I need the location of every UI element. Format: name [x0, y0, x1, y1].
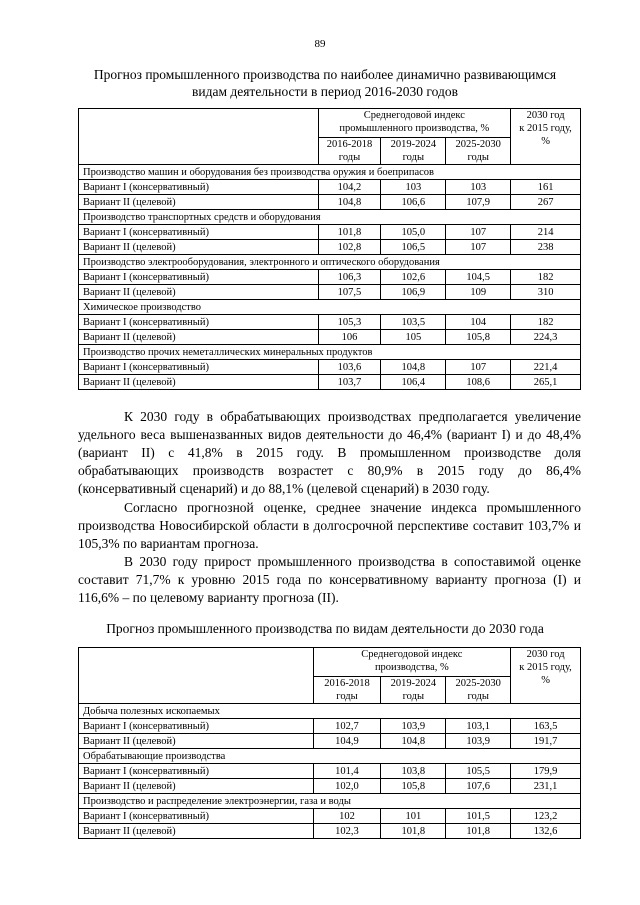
value-cell: 103 — [446, 180, 511, 195]
row-label: Вариант I (консервативный) — [79, 360, 319, 375]
row-label: Вариант I (консервативный) — [79, 315, 319, 330]
section-row — [79, 210, 581, 225]
total-cell: 163,5 — [511, 719, 581, 734]
table2-period-header — [446, 677, 511, 704]
table-row — [79, 360, 581, 375]
value-cell: 104,8 — [318, 195, 381, 210]
period-years: 2019-2024 — [390, 139, 437, 150]
value-cell: 107,9 — [446, 195, 511, 210]
table2-group-header — [313, 648, 511, 677]
section-row — [79, 345, 581, 360]
table1-corner-cell — [79, 109, 319, 165]
table2-total-header-line1: 2030 год — [526, 649, 565, 660]
table-row — [79, 719, 581, 734]
value-cell: 102,3 — [313, 824, 381, 839]
row-label: Вариант I (консервативный) — [79, 180, 319, 195]
table2-total-header-line2: к 2015 году, — [519, 662, 572, 673]
table2-period-header — [313, 677, 381, 704]
section-row — [79, 749, 581, 764]
total-cell: 132,6 — [511, 824, 581, 839]
table-row — [79, 240, 581, 255]
table2-group-header-line2: производства, % — [374, 662, 449, 673]
table2-total-header-line3: % — [541, 675, 550, 686]
value-cell: 105 — [381, 330, 446, 345]
value-cell: 107 — [446, 225, 511, 240]
table1-group-header-line2: промышленного производства, % — [339, 123, 490, 134]
section-title: Производство машин и оборудования без производства оружия и боеприпасов — [79, 165, 581, 180]
table1-group-header-line1: Среднегодовой индекс — [363, 110, 465, 121]
value-cell: 103 — [381, 180, 446, 195]
table-row — [79, 270, 581, 285]
table1-period-header — [446, 138, 511, 165]
section-row — [79, 255, 581, 270]
value-cell: 103,1 — [446, 719, 511, 734]
total-cell: 214 — [511, 225, 581, 240]
value-cell: 101,8 — [381, 824, 446, 839]
value-cell: 102 — [313, 809, 381, 824]
value-cell: 102,8 — [318, 240, 381, 255]
table1-total-header-line3: % — [541, 136, 550, 147]
period-years: 2025-2030 — [455, 678, 501, 689]
period-label: годы — [402, 691, 425, 702]
table2-corner-cell — [79, 648, 314, 704]
table1-title-line1: Прогноз промышленного производства по наиболее динамично развивающимся — [93, 67, 557, 82]
section-row — [79, 794, 581, 809]
section-row — [79, 704, 581, 719]
table-row — [79, 180, 581, 195]
table-row — [79, 824, 581, 839]
row-label: Вариант I (консервативный) — [79, 719, 314, 734]
table-row — [79, 375, 581, 390]
total-cell: 310 — [511, 285, 581, 300]
value-cell: 107,6 — [446, 779, 511, 794]
value-cell: 104,9 — [313, 734, 381, 749]
section-title: Производство прочих неметаллических минеральных продуктов — [79, 345, 581, 360]
value-cell: 103,9 — [446, 734, 511, 749]
row-label: Вариант II (целевой) — [79, 330, 319, 345]
value-cell: 103,7 — [318, 375, 381, 390]
period-label: годы — [402, 152, 425, 163]
table-row — [79, 809, 581, 824]
total-cell: 265,1 — [511, 375, 581, 390]
row-label: Вариант II (целевой) — [79, 734, 314, 749]
value-cell: 104 — [446, 315, 511, 330]
total-cell: 182 — [511, 315, 581, 330]
value-cell: 103,9 — [381, 719, 446, 734]
value-cell: 103,5 — [381, 315, 446, 330]
value-cell: 102,6 — [381, 270, 446, 285]
value-cell: 101,8 — [318, 225, 381, 240]
total-cell: 179,9 — [511, 764, 581, 779]
period-label: годы — [336, 691, 358, 702]
period-label: годы — [338, 152, 361, 163]
table1-total-header-line1: 2030 год — [526, 110, 565, 121]
row-label: Вариант I (консервативный) — [79, 270, 319, 285]
table1-total-header — [511, 109, 581, 165]
value-cell: 106,9 — [381, 285, 446, 300]
value-cell: 107,5 — [318, 285, 381, 300]
value-cell: 105,0 — [381, 225, 446, 240]
value-cell: 106,6 — [381, 195, 446, 210]
value-cell: 104,2 — [318, 180, 381, 195]
total-cell: 123,2 — [511, 809, 581, 824]
section-title: Производство транспортных средств и оборудования — [79, 210, 581, 225]
value-cell: 106 — [318, 330, 381, 345]
table2 — [78, 647, 581, 839]
total-cell: 161 — [511, 180, 581, 195]
table-row — [79, 225, 581, 240]
section-title: Химическое производство — [79, 300, 581, 315]
section-title: Обрабатывающие производства — [79, 749, 581, 764]
table1-total-header-line2: к 2015 году, — [519, 123, 572, 134]
row-label: Вариант II (целевой) — [79, 824, 314, 839]
value-cell: 104,8 — [381, 734, 446, 749]
table2-period-header — [381, 677, 446, 704]
row-label: Вариант II (целевой) — [79, 375, 319, 390]
table-row — [79, 195, 581, 210]
total-cell: 231,1 — [511, 779, 581, 794]
value-cell: 104,8 — [381, 360, 446, 375]
table-row — [79, 285, 581, 300]
period-years: 2016-2018 — [324, 678, 370, 689]
table2-group-header-line1: Среднегодовой индекс — [361, 649, 463, 660]
value-cell: 107 — [446, 240, 511, 255]
table1-period-header — [318, 138, 381, 165]
table-row — [79, 315, 581, 330]
table1-group-header — [318, 109, 511, 138]
value-cell: 105,8 — [381, 779, 446, 794]
row-label: Вариант II (целевой) — [79, 285, 319, 300]
period-years: 2019-2024 — [390, 678, 437, 689]
row-label: Вариант I (консервативный) — [79, 225, 319, 240]
paragraph-growth-2030: В 2030 году прирост промышленного производства в сопоставимой оценке составит 71,7% к уровню 2015 года по консервативному варианту прогноза (I) и 116,6% – по целевому варианту прогноза (II). — [78, 554, 581, 605]
table2-total-header — [511, 648, 581, 704]
value-cell: 105,3 — [318, 315, 381, 330]
value-cell: 106,3 — [318, 270, 381, 285]
paragraph-share-forecast: К 2030 году в обрабатывающих производствах предполагается увеличение удельного веса вышеназванных видов деятельности до 46,4% (вариант I) и до 48,4% (вариант II) с 41,8% в 2015 году. В промышленном производстве доля обрабатывающих производств возрастет с 80,9% в 2015 году до 86,4% (консервативный сценарий) и до 88,1% (целевой сценарий) в 2030 году. — [78, 409, 581, 496]
value-cell: 103,6 — [318, 360, 381, 375]
value-cell: 109 — [446, 285, 511, 300]
value-cell: 108,6 — [446, 375, 511, 390]
value-cell: 101 — [381, 809, 446, 824]
table2-title: Прогноз промышленного производства по видам деятельности до 2030 года — [106, 621, 544, 636]
total-cell: 238 — [511, 240, 581, 255]
table1-period-header — [381, 138, 446, 165]
total-cell: 191,7 — [511, 734, 581, 749]
period-label: годы — [467, 152, 489, 163]
section-title: Добыча полезных ископаемых — [79, 704, 581, 719]
total-cell: 182 — [511, 270, 581, 285]
total-cell: 267 — [511, 195, 581, 210]
table1-title-line2: видам деятельности в период 2016-2030 годов — [191, 84, 458, 99]
section-row — [79, 300, 581, 315]
value-cell: 101,8 — [446, 824, 511, 839]
row-label: Вариант I (консервативный) — [79, 809, 314, 824]
table-row — [79, 779, 581, 794]
table1 — [78, 108, 581, 390]
table-row — [79, 764, 581, 779]
table-row — [79, 734, 581, 749]
value-cell: 101,5 — [446, 809, 511, 824]
total-cell: 221,4 — [511, 360, 581, 375]
paragraph-average-index: Согласно прогнозной оценке, среднее значение индекса промышленного производства Новосибирской области в долгосрочной перспективе составит 103,7% и 105,3% по вариантам прогноза. — [78, 500, 581, 551]
period-years: 2025-2030 — [455, 139, 501, 150]
value-cell: 107 — [446, 360, 511, 375]
section-title: Производство и распределение электроэнергии, газа и воды — [79, 794, 581, 809]
value-cell: 102,7 — [313, 719, 381, 734]
value-cell: 106,4 — [381, 375, 446, 390]
section-row — [79, 165, 581, 180]
value-cell: 103,8 — [381, 764, 446, 779]
value-cell: 104,5 — [446, 270, 511, 285]
row-label: Вариант II (целевой) — [79, 779, 314, 794]
value-cell: 105,8 — [446, 330, 511, 345]
table-row — [79, 330, 581, 345]
row-label: Вариант II (целевой) — [79, 195, 319, 210]
table1-title — [70, 66, 580, 100]
page-number: 89 — [314, 38, 326, 50]
value-cell: 106,5 — [381, 240, 446, 255]
section-title: Производство электрооборудования, электронного и оптического оборудования — [79, 255, 581, 270]
period-label: годы — [467, 691, 489, 702]
value-cell: 105,5 — [446, 764, 511, 779]
total-cell: 224,3 — [511, 330, 581, 345]
row-label: Вариант I (консервативный) — [79, 764, 314, 779]
value-cell: 101,4 — [313, 764, 381, 779]
value-cell: 102,0 — [313, 779, 381, 794]
period-years: 2016-2018 — [326, 139, 373, 150]
row-label: Вариант II (целевой) — [79, 240, 319, 255]
